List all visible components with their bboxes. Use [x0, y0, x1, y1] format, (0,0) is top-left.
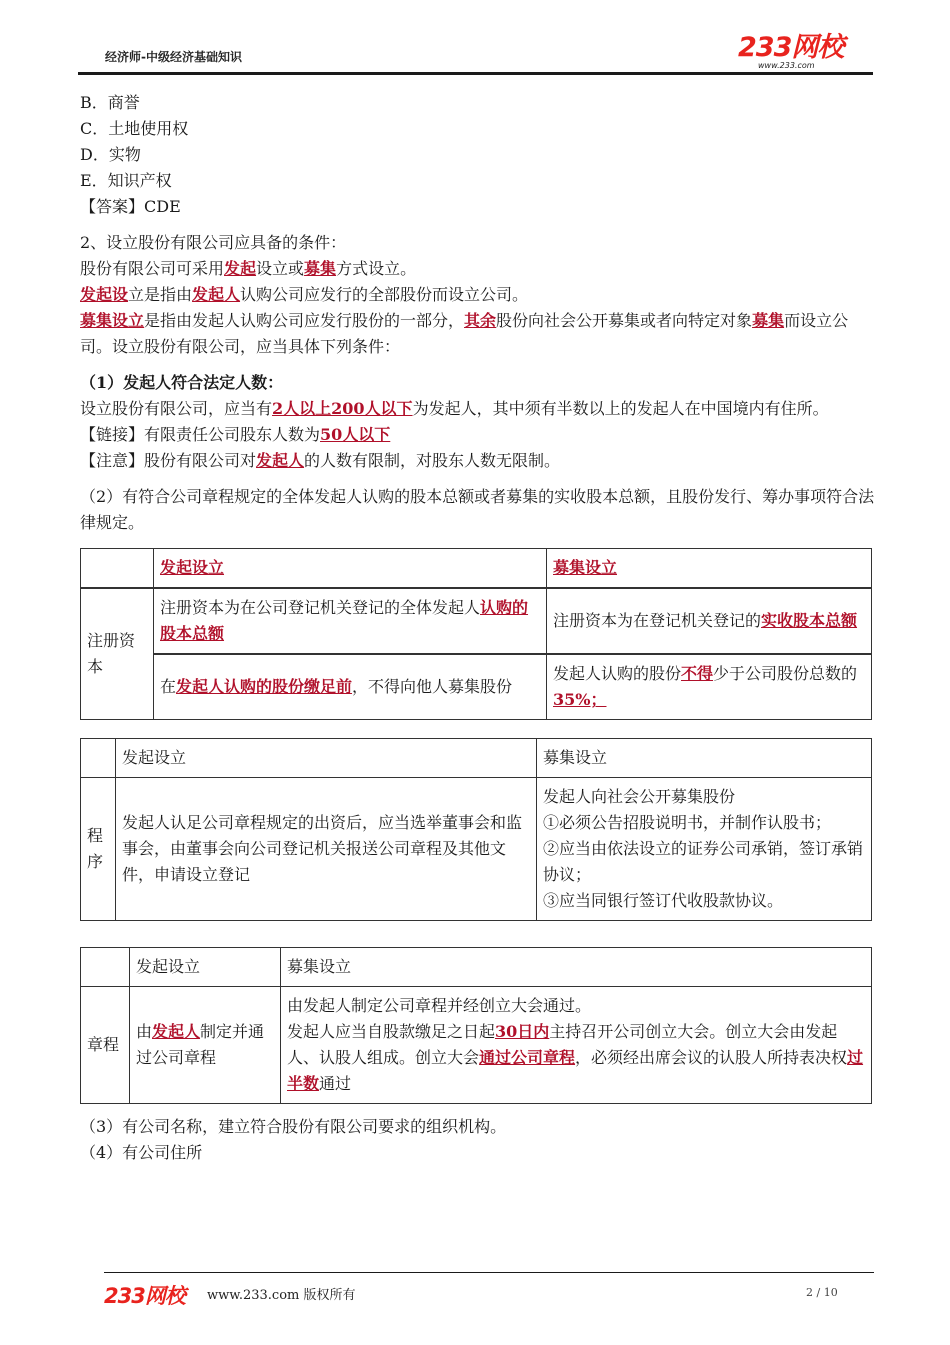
- establish-methods: 股份有限公司可采用发起设立或募集方式设立。: [80, 259, 417, 278]
- promotion-definition: 发起设立是指由发起人认购公司应发行的全部股份而设立公司。: [80, 285, 529, 304]
- highlight-term: 发起: [224, 259, 257, 278]
- highlight-term: 发起设: [80, 285, 129, 304]
- highlight-term: 募集: [304, 259, 337, 278]
- table-header-raising: 募集设立: [553, 558, 618, 577]
- condition-1-heading: （1）发起人符合法定人数：: [80, 373, 284, 392]
- highlight-term: 认购的股本总额: [160, 598, 529, 643]
- procedure-table: [80, 738, 872, 921]
- option-d: D．实物: [80, 145, 141, 164]
- link-note: 【链接】有限责任公司股东人数为50人以下: [80, 425, 391, 444]
- table-cell: 在发起人认购的股份缴足前，不得向他人募集股份: [154, 654, 547, 720]
- footer-copyright: www.233.com 版权所有: [207, 1288, 356, 1303]
- highlight-term: 不得: [681, 664, 714, 683]
- attention-note: 【注意】股份有限公司对发起人的人数有限制，对股东人数无限制。: [80, 451, 561, 470]
- table-header-promotion: 发起设立: [116, 739, 537, 778]
- page-number: 2 / 10: [806, 1286, 838, 1299]
- table-cell: 发起人认购的股份不得少于公司股份总数的35%；: [547, 654, 872, 720]
- highlight-term: 通过公司章程: [479, 1048, 576, 1067]
- table-cell: 注册资本为在登记机关登记的实收股本总额: [547, 588, 872, 654]
- table-cell: 由发起人制定并通过公司章程: [130, 987, 281, 1104]
- table-header-raising: 募集设立: [537, 739, 872, 778]
- registered-capital-table: [80, 548, 872, 720]
- highlight-term: 2人以上200人以下: [272, 399, 413, 418]
- table-cell: 注册资本为在公司登记机关登记的全体发起人认购的股本总额: [154, 588, 547, 654]
- highlight-term: 募集设立: [80, 311, 145, 330]
- document-header-title: 经济师-中级经济基础知识: [105, 50, 242, 64]
- table-header-promotion: 发起设立: [130, 948, 281, 987]
- table-row-label: 章程: [81, 987, 130, 1104]
- highlight-term: 30日内: [495, 1022, 550, 1041]
- brand-logo-url: www.233.com: [758, 61, 815, 70]
- footer-divider: [104, 1272, 874, 1273]
- highlight-term: 发起人认购的股份缴足前: [176, 677, 353, 696]
- charter-table: [80, 947, 872, 1104]
- footer-logo[interactable]: 233网校: [104, 1284, 185, 1308]
- condition-3-text: （3）有公司名称，建立符合股份有限公司要求的组织机构。: [80, 1117, 507, 1136]
- highlight-term: 发起人: [192, 285, 241, 304]
- brand-logo-text: 233网校: [738, 32, 844, 63]
- highlight-term: 50人以下: [320, 425, 391, 444]
- section-heading: 2、设立股份有限公司应具备的条件：: [80, 233, 347, 252]
- table-header-promotion: 发起设立: [160, 558, 225, 577]
- highlight-term: 实收股本总额: [761, 611, 858, 630]
- answer: 【答案】CDE: [80, 197, 181, 216]
- option-c: C．土地使用权: [80, 119, 189, 138]
- table-header-raising: 募集设立: [281, 948, 872, 987]
- option-b: B．商誉: [80, 93, 140, 112]
- highlight-term: 其余: [464, 311, 497, 330]
- condition-1-text: 设立股份有限公司，应当有2人以上200人以下为发起人，其中须有半数以上的发起人在中国境内有住所。: [80, 399, 829, 418]
- brand-logo[interactable]: [738, 34, 868, 74]
- option-e: E．知识产权: [80, 171, 172, 190]
- table-row-label: 注册资本: [81, 588, 154, 720]
- table-cell: 发起人认足公司章程规定的出资后，应当选举董事会和监事会，由董事会向公司登记机关报送公司章程及其他文件，申请设立登记: [116, 778, 537, 921]
- highlight-term: 过半数: [287, 1048, 864, 1093]
- highlight-term: 募集: [752, 311, 785, 330]
- header-divider: [78, 72, 873, 75]
- table-row-label: 程序: [81, 778, 116, 921]
- table-cell: 由发起人制定公司章程并经创立大会通过。 发起人应当自股款缴足之日起30日内主持召开公司创立大会。创立大会由发起人、认股人组成。创立大会通过公司章程，必须经出席会议的认股人所持表决权过半数通过: [281, 987, 872, 1104]
- highlight-term: 发起人: [256, 451, 305, 470]
- highlight-term: 发起人: [152, 1022, 201, 1041]
- highlight-term: 35%；: [553, 690, 607, 709]
- document-body: [80, 90, 875, 1166]
- raising-definition: 募集设立是指由发起人认购公司应发行股份的一部分，其余股份向社会公开募集或者向特定对象募集而设立公司。设立股份有限公司，应当具体下列条件：: [80, 311, 849, 356]
- condition-4-text: （4）有公司住所: [80, 1143, 203, 1162]
- condition-2-text: （2）有符合公司章程规定的全体发起人认购的股本总额或者募集的实收股本总额，且股份发行、筹办事项符合法律规定。: [80, 487, 875, 532]
- table-cell: 发起人向社会公开募集股份 ①必须公告招股说明书，并制作认股书； ②应当由依法设立的证券公司承销，签订承销协议； ③应当同银行签订代收股款协议。: [537, 778, 872, 921]
